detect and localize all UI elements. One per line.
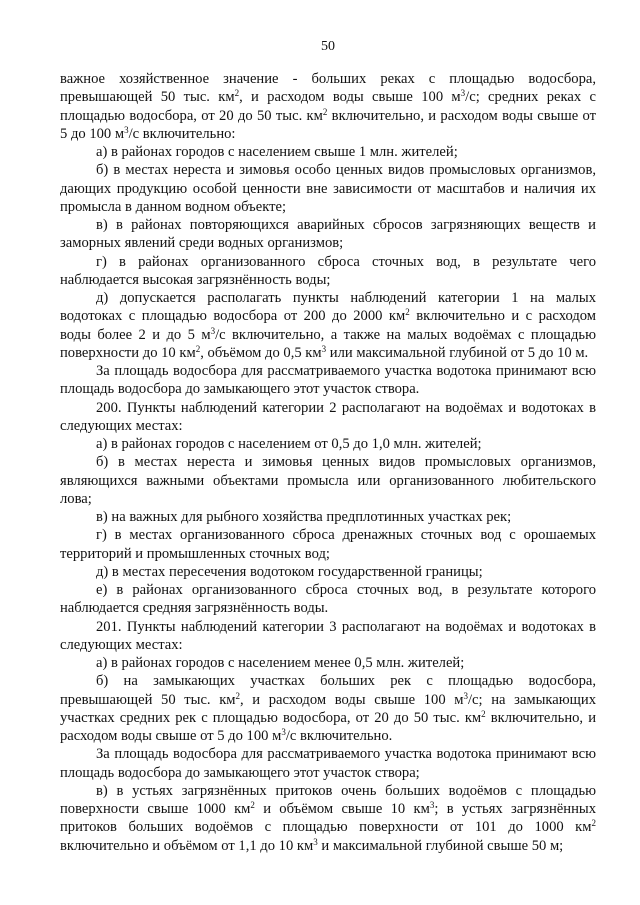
text-segment: а) в районах городов с населением от 0,5 до 1,0 млн. жителей; [96, 436, 482, 452]
paragraph [60, 435, 596, 453]
paragraph [60, 143, 596, 161]
paragraph [60, 745, 596, 782]
superscript: 2 [234, 88, 240, 99]
superscript: 3 [429, 800, 435, 810]
text-segment: и максимальной глубиной свыше 50 м; [317, 837, 564, 854]
paragraph [60, 362, 596, 399]
text-segment: 201. Пункты наблюдений категории 3 располагают на водоёмах и водотоках в следующих местах: [60, 618, 596, 653]
text-segment: в) в устьях загрязнённых притоков очень больших водоёмов с площадью поверхности свыше 1000 км [60, 782, 596, 817]
paragraph [60, 399, 596, 436]
text-segment: и объёмом свыше 10 км [254, 801, 430, 817]
text-segment: важное хозяйственное значение - больших реках с площадью водосбора, превышающей 50 тыс. км [60, 71, 596, 106]
paragraph [60, 70, 596, 143]
text-segment: /с; средних реках с площадью водосбора, от 20 до 50 тыс. км [60, 89, 596, 124]
text-segment: г) в местах организованного сброса дренажных сточных вод с орошаемых территорий и промышленных сточных вод; [60, 527, 596, 562]
superscript: 3 [460, 88, 466, 99]
document-page [60, 38, 596, 855]
text-segment: /с включительно. [285, 728, 393, 744]
paragraph [60, 216, 596, 253]
superscript: 3 [124, 124, 129, 135]
text-segment: е) в районах организованного сброса сточных вод, в результате которого наблюдается средняя загрязнённость воды. [60, 582, 596, 617]
superscript: 3 [313, 836, 318, 847]
document-body [60, 70, 596, 855]
text-segment: б) на замыкающих участках больших рек с площадью водосбора, превышающей 50 тыс. км [60, 673, 596, 708]
paragraph [60, 508, 596, 526]
text-segment: За площадь водосбора для рассматриваемого участка водотока принимают всю площадь водосбора до замыкающего этот участок створа. [60, 363, 596, 398]
text-segment: д) допускается располагать пункты наблюдений категории 1 на малых водотоках с площадью водосбора от 200 до 2000 км [60, 290, 596, 325]
paragraph [60, 526, 596, 563]
superscript: 2 [405, 307, 410, 318]
paragraph [60, 161, 596, 216]
superscript: 2 [591, 818, 596, 829]
text-segment: , и расходом воды свыше 100 м [239, 89, 461, 106]
text-segment: а) в районах городов с населением свыше 1 млн. жителей; [96, 144, 458, 160]
text-segment: , и расходом воды свыше 100 м [240, 691, 464, 708]
text-segment: , объёмом до 0,5 км [200, 344, 322, 361]
text-segment: включительно и объёмом от 1,1 до 10 км [60, 837, 314, 854]
text-segment: включительно и с расходом воды более 2 и до 5 м [60, 308, 596, 343]
paragraph [60, 453, 596, 508]
superscript: 2 [195, 343, 201, 354]
text-segment: /с; на замыкающих участках средних рек с площадью водосбора, от 20 до 50 тыс. км [60, 691, 596, 726]
text-segment: д) в местах пересечения водотоком государственной границы; [96, 563, 483, 580]
paragraph [60, 581, 596, 618]
superscript: 3 [281, 727, 286, 737]
superscript: 2 [235, 690, 241, 701]
text-segment: /с включительно: [128, 125, 236, 142]
paragraph [60, 289, 596, 362]
superscript: 3 [210, 325, 216, 336]
paragraph [60, 563, 596, 581]
text-segment: б) в местах нереста и зимовья особо ценных видов промысловых организмов, дающих продукцию особой ценности вне зависимости от масштабов и наличия их промысла в данном водном объекте; [60, 162, 596, 215]
text-segment: б) в местах нереста и зимовья ценных видов промысловых организмов, являющихся важными объектами промысла или организованного любительского лова; [60, 454, 596, 507]
superscript: 3 [321, 343, 327, 354]
text-segment: а) в районах городов с населением менее 0,5 млн. жителей; [96, 655, 465, 671]
page-number: 50 [321, 39, 335, 54]
paragraph [60, 672, 596, 745]
text-segment: ; в устьях загрязнённых притоков больших водоёмов с площадью поверхности от 101 до 1000 км [60, 801, 597, 836]
superscript: 2 [481, 708, 486, 719]
paragraph [60, 253, 596, 290]
superscript: 2 [250, 800, 255, 810]
text-segment: За площадь водосбора для рассматриваемого участка водотока принимают всю площадь водосбора до замыкающего этот участок створа; [60, 746, 596, 781]
text-segment: г) в районах организованного сброса сточных вод, в результате чего наблюдается высокая загрязнённость воды; [60, 253, 596, 288]
paragraph [60, 618, 596, 655]
text-segment: в) в районах повторяющихся аварийных сбросов загрязняющих веществ и заморных явлений среди водных организмов; [60, 217, 596, 252]
text-segment: 200. Пункты наблюдений категории 2 располагают на водоёмах и водотоках в следующих местах: [60, 399, 596, 434]
paragraph [60, 654, 596, 672]
superscript: 3 [463, 690, 468, 701]
text-segment: в) на важных для рыбного хозяйства предплотинных участках рек; [96, 509, 512, 525]
text-segment: включительно, и расходом воды свыше от 5 до 100 м [60, 709, 596, 744]
text-segment: /с включительно, а также на малых водоёмах с площадью поверхности до 10 км [60, 326, 596, 361]
text-segment: или максимальной глубиной от 5 до 10 м. [326, 344, 589, 361]
paragraph [60, 782, 596, 855]
text-segment: включительно, и расходом воды свыше от 5 до 100 м [60, 107, 596, 142]
superscript: 2 [322, 106, 328, 117]
